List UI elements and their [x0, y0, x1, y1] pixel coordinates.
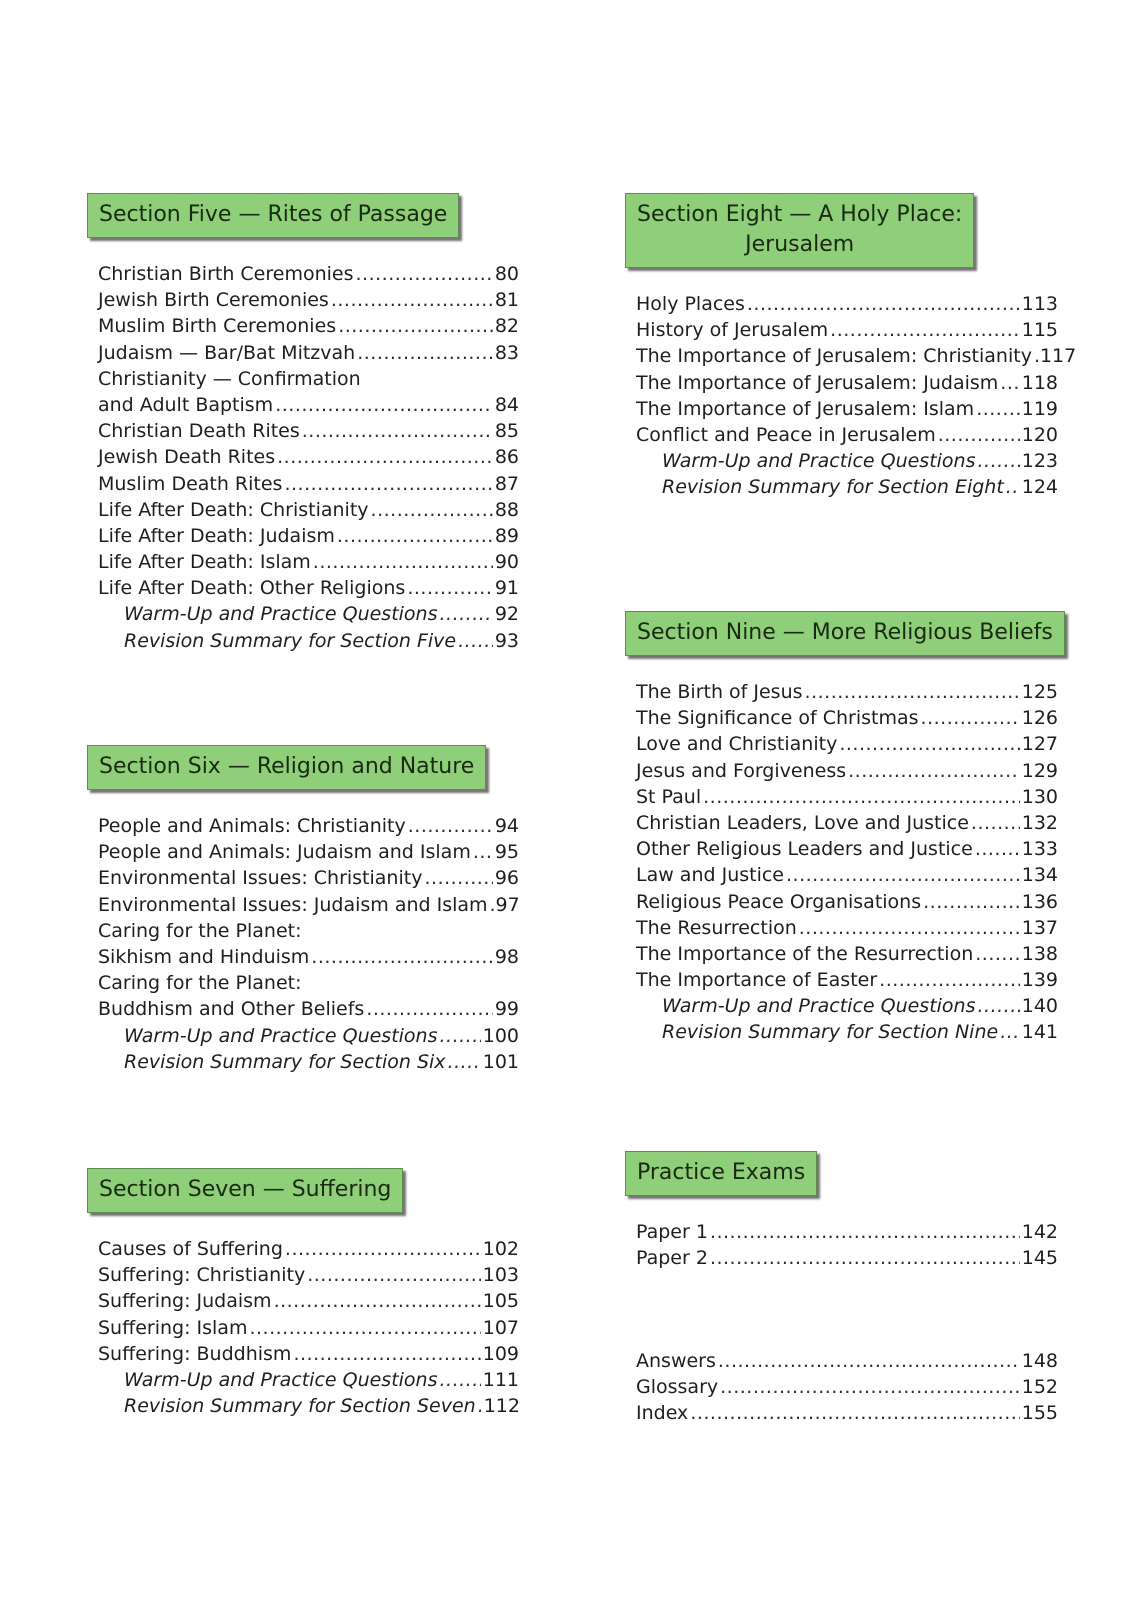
toc-entry: [636, 396, 1058, 422]
dot-leader: [747, 291, 1020, 317]
page-number: 113: [1021, 293, 1058, 315]
toc-entry: [98, 839, 519, 865]
entry-title: Answers: [636, 1350, 716, 1372]
dot-leader: [710, 1219, 1020, 1245]
toc-entry: [98, 996, 519, 1022]
toc-subentry: [98, 1023, 519, 1049]
toc-entry: [98, 313, 519, 339]
entry-title: St Paul: [636, 785, 702, 808]
entry-title: Suffering: Buddhism: [98, 1342, 292, 1365]
page-number: 118: [1021, 371, 1058, 394]
dot-leader: [277, 444, 493, 470]
entry-title: Causes of Suffering: [98, 1238, 283, 1260]
toc-entry: [98, 1288, 519, 1314]
entry-title: Jesus and Forgiveness: [636, 759, 847, 782]
entry-title: Life After Death: Islam: [98, 551, 311, 574]
page-number: 95: [494, 841, 519, 864]
page-number: 100: [482, 1024, 519, 1047]
entry-title: Revision Summary for Section Seven: [124, 1395, 476, 1418]
page-number: 140: [1021, 995, 1058, 1018]
entry-title: The Importance of the Resurrection: [636, 942, 974, 965]
page-number: 103: [482, 1264, 519, 1287]
page-number: 102: [482, 1238, 519, 1260]
toc-entry: [98, 1262, 519, 1288]
page-number: 124: [1021, 476, 1058, 499]
back-matter: [625, 1348, 1057, 1427]
page-number: 84: [494, 393, 519, 416]
page-number: 120: [1021, 423, 1058, 446]
dot-leader: [285, 1236, 481, 1262]
dot-leader: [1034, 343, 1038, 369]
dot-leader: [311, 944, 493, 970]
section-title: Section Seven — Suffering: [99, 1177, 392, 1202]
page-number: 139: [1021, 969, 1058, 992]
toc-subentry: [636, 474, 1058, 500]
toc-subentry: [98, 601, 519, 627]
toc-entry: [636, 967, 1058, 993]
entry-title: Christian Birth Ceremonies: [98, 263, 354, 285]
toc-entry: [98, 287, 519, 313]
page-number: 86: [494, 446, 519, 469]
entry-title: Caring for the Planet:: [98, 972, 302, 995]
dot-leader: [975, 836, 1020, 862]
page-number: 133: [1021, 838, 1058, 861]
dot-leader: [839, 731, 1019, 757]
dot-leader: [440, 601, 493, 627]
toc-entry: [98, 1315, 519, 1341]
page-number: 132: [1021, 811, 1058, 834]
toc-list: [625, 291, 1077, 501]
dot-leader: [473, 839, 493, 865]
page-number: 85: [494, 420, 519, 443]
page-number: 126: [1021, 707, 1058, 730]
section-nine: [625, 611, 1057, 1046]
toc-list: [87, 261, 519, 654]
section-header: [87, 1168, 403, 1213]
dot-leader: [313, 549, 493, 575]
toc-entry: [636, 889, 1058, 915]
page-number: 107: [482, 1316, 519, 1339]
toc-entry: [636, 1245, 1058, 1271]
dot-leader: [440, 1367, 481, 1393]
dot-leader: [337, 523, 493, 549]
entry-title: Sikhism and Hinduism: [98, 945, 310, 968]
dot-leader: [690, 1400, 1019, 1426]
page-number: 145: [1021, 1247, 1058, 1270]
dot-leader: [338, 313, 493, 339]
entry-title: Holy Places: [636, 293, 745, 315]
entry-title: The Significance of Christmas: [636, 707, 919, 730]
toc-subentry: [98, 1367, 519, 1393]
entry-title: The Resurrection: [636, 916, 797, 939]
entry-title: The Birth of Jesus: [636, 681, 803, 703]
section-six: [87, 745, 519, 1075]
dot-leader: [703, 784, 1020, 810]
entry-title: Index: [636, 1402, 689, 1425]
entry-title: Warm-Up and Practice Questions: [662, 450, 976, 473]
page-number: 115: [1021, 319, 1058, 342]
page-number: 99: [494, 998, 519, 1021]
dot-leader: [1006, 474, 1020, 500]
dot-leader: [921, 705, 1020, 731]
dot-leader: [284, 471, 492, 497]
page-number: 134: [1021, 864, 1058, 887]
entry-title: Christian Death Rites: [98, 420, 300, 443]
entry-title: Buddhism and Other Beliefs: [98, 998, 365, 1021]
toc-entry: [98, 575, 519, 601]
dot-leader: [302, 418, 493, 444]
toc-entry: [636, 915, 1058, 941]
section-header: [87, 193, 459, 238]
toc-entry: [98, 865, 519, 891]
dot-leader: [440, 1023, 481, 1049]
entry-title: Suffering: Islam: [98, 1316, 248, 1339]
toc-entry: [98, 366, 519, 392]
entry-title: Jewish Death Rites: [98, 446, 276, 469]
entry-title: Judaism — Bar/Bat Mitzvah: [98, 341, 356, 364]
toc-entry: [636, 784, 1058, 810]
entry-title: Conflict and Peace in Jerusalem: [636, 423, 936, 446]
dot-leader: [424, 865, 492, 891]
entry-title: Law and Justice: [636, 864, 785, 887]
dot-leader: [478, 1393, 482, 1419]
toc-entry: [636, 317, 1058, 343]
page-number: 141: [1021, 1021, 1058, 1044]
entry-title: Revision Summary for Section Eight: [662, 476, 1004, 499]
page-number: 112: [483, 1395, 520, 1418]
page-number: 90: [494, 551, 519, 574]
entry-title: The Importance of Jerusalem: Christianity: [636, 345, 1032, 368]
dot-leader: [1000, 370, 1019, 396]
dot-leader: [490, 892, 494, 918]
dot-leader: [718, 1348, 1020, 1374]
page-number: 117: [1039, 345, 1077, 368]
toc-entry: [98, 497, 519, 523]
page-number: 138: [1021, 942, 1058, 965]
toc-entry: [636, 810, 1058, 836]
toc-entry: [98, 813, 519, 839]
toc-entry: [636, 758, 1058, 784]
toc-entry: [636, 705, 1058, 731]
entry-title: History of Jerusalem: [636, 319, 829, 342]
section-title: Section Six — Religion and Nature: [99, 754, 475, 779]
toc-subentry: [98, 1393, 519, 1419]
entry-title: Life After Death: Christianity: [98, 498, 369, 521]
dot-leader: [879, 967, 1020, 993]
toc-list: [625, 1219, 1058, 1271]
page-number: 123: [1021, 450, 1058, 473]
entry-title: Muslim Death Rites: [98, 472, 283, 495]
entry-title: Paper 1: [636, 1221, 708, 1243]
page-number: 152: [1021, 1376, 1058, 1399]
section-title-line-2: Jerusalem: [745, 232, 855, 257]
dot-leader: [357, 340, 493, 366]
toc-subentry: [636, 448, 1058, 474]
entry-title: Christian Leaders, Love and Justice: [636, 811, 969, 834]
toc-entry: [636, 679, 1058, 705]
dot-leader: [458, 628, 493, 654]
page-number: 88: [494, 498, 519, 521]
toc-entry: [636, 731, 1058, 757]
section-header: [87, 745, 486, 790]
entry-title: Suffering: Judaism: [98, 1290, 272, 1313]
toc-entry: [98, 549, 519, 575]
entry-title: Love and Christianity: [636, 733, 838, 756]
toc-entry: [98, 392, 519, 418]
entry-title: Environmental Issues: Judaism and Islam: [98, 893, 488, 916]
toc-entry: [98, 418, 519, 444]
entry-title: Suffering: Christianity: [98, 1264, 306, 1287]
toc-entry: [636, 291, 1058, 317]
dot-leader: [938, 422, 1020, 448]
toc-entry: [98, 261, 519, 287]
toc-list: [87, 1236, 519, 1419]
toc-entry: [98, 892, 519, 918]
practice-exams: [625, 1151, 1057, 1271]
page-number: 142: [1021, 1221, 1058, 1243]
dot-leader: [293, 1341, 480, 1367]
entry-title: The Importance of Jerusalem: Judaism: [636, 371, 999, 394]
toc-entry: [636, 370, 1058, 396]
toc-entry: [98, 1341, 519, 1367]
entry-title: The Importance of Jerusalem: Islam: [636, 397, 975, 420]
page-number: 136: [1021, 890, 1058, 913]
entry-title: The Importance of Easter: [636, 969, 878, 992]
toc-list: [625, 679, 1058, 1046]
entry-title: Environmental Issues: Christianity: [98, 867, 423, 890]
section-five: [87, 193, 519, 654]
toc-entry: [636, 343, 1077, 369]
page-number: 89: [494, 524, 519, 547]
dot-leader: [975, 941, 1019, 967]
page-number: 125: [1021, 681, 1058, 703]
dot-leader: [275, 392, 493, 418]
entry-title: Warm-Up and Practice Questions: [662, 995, 976, 1018]
section-title: Section Five — Rites of Passage: [99, 202, 448, 227]
page-number: 97: [495, 893, 520, 916]
section-eight: [625, 193, 1077, 501]
entry-title: Jewish Birth Ceremonies: [98, 289, 329, 312]
toc-entry: [636, 941, 1058, 967]
toc-entry: [98, 944, 519, 970]
dot-leader: [274, 1288, 481, 1314]
dot-leader: [366, 996, 493, 1022]
page-number: 91: [494, 577, 519, 600]
toc-list: [87, 813, 519, 1075]
page-number: 137: [1021, 916, 1058, 939]
section-header: [625, 1151, 817, 1196]
dot-leader: [371, 497, 493, 523]
page-number: 80: [494, 263, 519, 285]
toc-entry: [636, 1374, 1058, 1400]
entry-title: People and Animals: Christianity: [98, 815, 406, 837]
dot-leader: [710, 1245, 1020, 1271]
dot-leader: [978, 448, 1020, 474]
toc-subentry: [636, 1019, 1058, 1045]
page-number: 119: [1021, 397, 1058, 420]
page-number: 93: [494, 629, 519, 652]
page-number: 82: [494, 315, 519, 338]
page-number: 96: [494, 867, 519, 890]
dot-leader: [786, 862, 1020, 888]
section-seven: [87, 1168, 519, 1419]
page-number: 109: [482, 1342, 519, 1365]
page-number: 83: [494, 341, 519, 364]
entry-title: Paper 2: [636, 1247, 708, 1270]
section-header: [625, 193, 974, 268]
entry-title: Revision Summary for Section Nine: [662, 1021, 999, 1044]
entry-title: Revision Summary for Section Six: [124, 1050, 446, 1073]
dot-leader: [307, 1262, 481, 1288]
toc-entry: [98, 444, 519, 470]
dot-leader: [408, 813, 493, 839]
entry-title: Life After Death: Other Religions: [98, 577, 406, 600]
page-number: 127: [1021, 733, 1058, 756]
toc-entry: [98, 970, 519, 996]
dot-leader: [971, 810, 1020, 836]
dot-leader: [848, 758, 1020, 784]
toc-entry: [636, 1219, 1058, 1245]
toc-entry: [636, 1348, 1058, 1374]
entry-title: People and Animals: Judaism and Islam: [98, 841, 471, 864]
page-number: 94: [494, 815, 519, 837]
page-number: 148: [1021, 1350, 1058, 1372]
dot-leader: [720, 1374, 1020, 1400]
toc-entry: [98, 1236, 519, 1262]
toc-entry: [636, 862, 1058, 888]
page-number: 155: [1021, 1402, 1058, 1425]
dot-leader: [1000, 1019, 1020, 1045]
section-header: [625, 611, 1065, 656]
section-title: Practice Exams: [637, 1160, 806, 1185]
entry-title: Religious Peace Organisations: [636, 890, 922, 913]
toc-entry: [98, 340, 519, 366]
toc-subentry: [636, 993, 1058, 1019]
toc-entry: [98, 471, 519, 497]
dot-leader: [331, 287, 493, 313]
dot-leader: [249, 1315, 480, 1341]
page-number: 129: [1021, 759, 1058, 782]
page-number: 81: [494, 289, 519, 312]
entry-title: Warm-Up and Practice Questions: [124, 1368, 438, 1391]
dot-leader: [448, 1049, 481, 1075]
dot-leader: [356, 261, 493, 287]
toc-entry: [98, 523, 519, 549]
dot-leader: [976, 396, 1020, 422]
page-number: 105: [482, 1290, 519, 1313]
entry-title: and Adult Baptism: [98, 393, 274, 416]
entry-title: Revision Summary for Section Five: [124, 629, 457, 652]
page-number: 87: [494, 472, 519, 495]
toc-subentry: [98, 628, 519, 654]
toc-subentry: [98, 1049, 519, 1075]
entry-title: Warm-Up and Practice Questions: [124, 603, 438, 626]
entry-title: Glossary: [636, 1376, 719, 1399]
page-number: 101: [482, 1050, 519, 1073]
page-number: 92: [494, 603, 519, 626]
dot-leader: [799, 915, 1020, 941]
toc-entry: [636, 1400, 1058, 1426]
page-number: 130: [1021, 785, 1058, 808]
dot-leader: [830, 317, 1020, 343]
dot-leader: [407, 575, 492, 601]
toc-entry: [636, 836, 1058, 862]
entry-title: Muslim Birth Ceremonies: [98, 315, 337, 338]
page-number: 111: [482, 1368, 519, 1391]
dot-leader: [978, 993, 1020, 1019]
entry-title: Christianity — Confirmation: [98, 367, 361, 390]
dot-leader: [923, 889, 1020, 915]
entry-title: Caring for the Planet:: [98, 919, 302, 942]
entry-title: Life After Death: Judaism: [98, 524, 335, 547]
entry-title: Warm-Up and Practice Questions: [124, 1024, 438, 1047]
page-number: 98: [494, 945, 519, 968]
dot-leader: [805, 679, 1020, 705]
section-title: Section Nine — More Religious Beliefs: [637, 620, 1053, 645]
section-title: Section Eight — A Holy Place:: [637, 202, 963, 227]
entry-title: Other Religious Leaders and Justice: [636, 838, 973, 861]
toc-list: [625, 1348, 1058, 1427]
toc-entry: [636, 422, 1058, 448]
toc-entry: [98, 918, 519, 944]
